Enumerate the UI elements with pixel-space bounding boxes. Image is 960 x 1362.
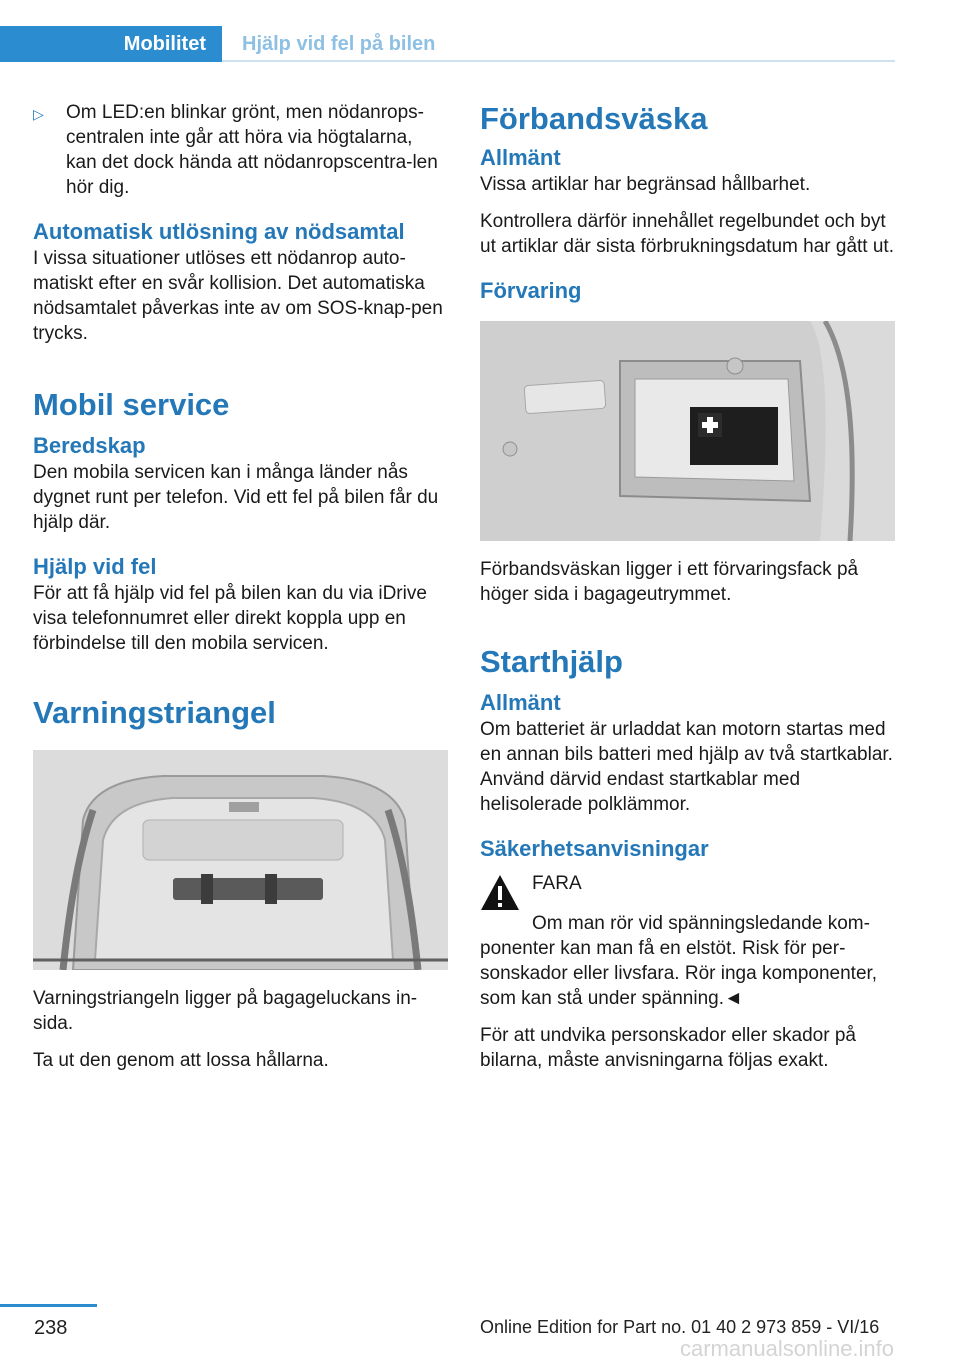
warning-triangle-text: Ta ut den genom att lossa hållarna. bbox=[33, 1050, 329, 1071]
heading-general: Allmänt bbox=[480, 145, 561, 170]
general-text-2: Kontrollera därför innehållet regelbundet och byt ut artiklar där sista förbrukningsdatum har gått ut. bbox=[480, 211, 894, 257]
right-column bbox=[480, 100, 895, 1085]
final-instructions: För att undvika personskador eller skador på bilarna, måste anvisningarna följas exakt. bbox=[480, 1025, 856, 1071]
storage-caption: Förbandsväskan ligger i ett förvaringsfack på höger sida i bagageutrymmet. bbox=[480, 559, 859, 605]
header-tab-section: Hjälp vid fel på bilen bbox=[242, 32, 436, 55]
breakdown-help-text: För att få hjälp vid fel på bilen kan du via iDrive visa telefonnumret eller direkt koppla upp en förbindelse till den mobila servicen. bbox=[33, 583, 427, 654]
danger-notice bbox=[480, 867, 895, 913]
danger-label: FARA bbox=[532, 873, 582, 894]
watermark: carmanualsonline.info bbox=[680, 1336, 895, 1361]
heading-readiness: Beredskap bbox=[33, 433, 146, 458]
warning-triangle-icon bbox=[480, 873, 520, 913]
bullet-text: Om LED:en blinkar grönt, men nödanrops-centralen inte går att höra via högtalarna, kan det dock hända att nödanropscentra-len hör dig. bbox=[66, 102, 438, 198]
trunk-lid-illustration bbox=[33, 750, 448, 970]
triangle-bullet-icon: ▷ bbox=[33, 106, 44, 122]
left-column bbox=[33, 100, 448, 1085]
heading-safety: Säkerhetsanvisningar bbox=[480, 836, 709, 861]
general-text-1: Vissa artiklar har begränsad hållbarhet. bbox=[480, 174, 811, 195]
danger-text: Om man rör vid spänningsledande kom-ponenter kan man få en elstöt. Risk för per-sonskador eller livsfara. Rör inga komponenter, som kan stå under spänning.◄ bbox=[480, 913, 878, 1009]
first-aid-kit-illustration bbox=[480, 321, 895, 541]
jump-general-text: Om batteriet är urladdat kan motorn startas med en annan bils batteri med hjälp av två startkablar. Använd därvid endast startkablar med helisolerade polklämmor. bbox=[480, 719, 893, 815]
title-mobile-service: Mobil service bbox=[33, 387, 230, 422]
edition-text: Online Edition for Part no. 01 40 2 973 859 - VI/16 bbox=[480, 1317, 880, 1337]
auto-emergency-text: I vissa situationer utlöses ett nödanrop auto-matiskt efter en svår kollision. Det automatiska nödsamtalet påverkas inte av om SOS-knap-pen trycks. bbox=[33, 248, 443, 344]
title-warning-triangle: Varningstriangel bbox=[33, 695, 276, 730]
title-jump-start: Starthjälp bbox=[480, 644, 623, 679]
heading-jump-general: Allmänt bbox=[480, 690, 561, 715]
heading-breakdown-help: Hjälp vid fel bbox=[33, 554, 157, 579]
readiness-text: Den mobila servicen kan i många länder nås dygnet runt per telefon. Vid ett fel på bilen får du hjälp där. bbox=[33, 462, 439, 533]
footer-rule bbox=[0, 1304, 97, 1307]
heading-auto-emergency: Automatisk utlösning av nödsamtal bbox=[33, 219, 405, 244]
heading-storage: Förvaring bbox=[480, 278, 582, 303]
list-item bbox=[33, 100, 448, 200]
page-number: 238 bbox=[34, 1317, 68, 1339]
header-tab-chapter: Mobilitet bbox=[0, 26, 222, 62]
title-first-aid-kit: Förbandsväska bbox=[480, 101, 708, 136]
warning-triangle-caption: Varningstriangeln ligger på bagageluckans in-sida. bbox=[33, 988, 418, 1034]
